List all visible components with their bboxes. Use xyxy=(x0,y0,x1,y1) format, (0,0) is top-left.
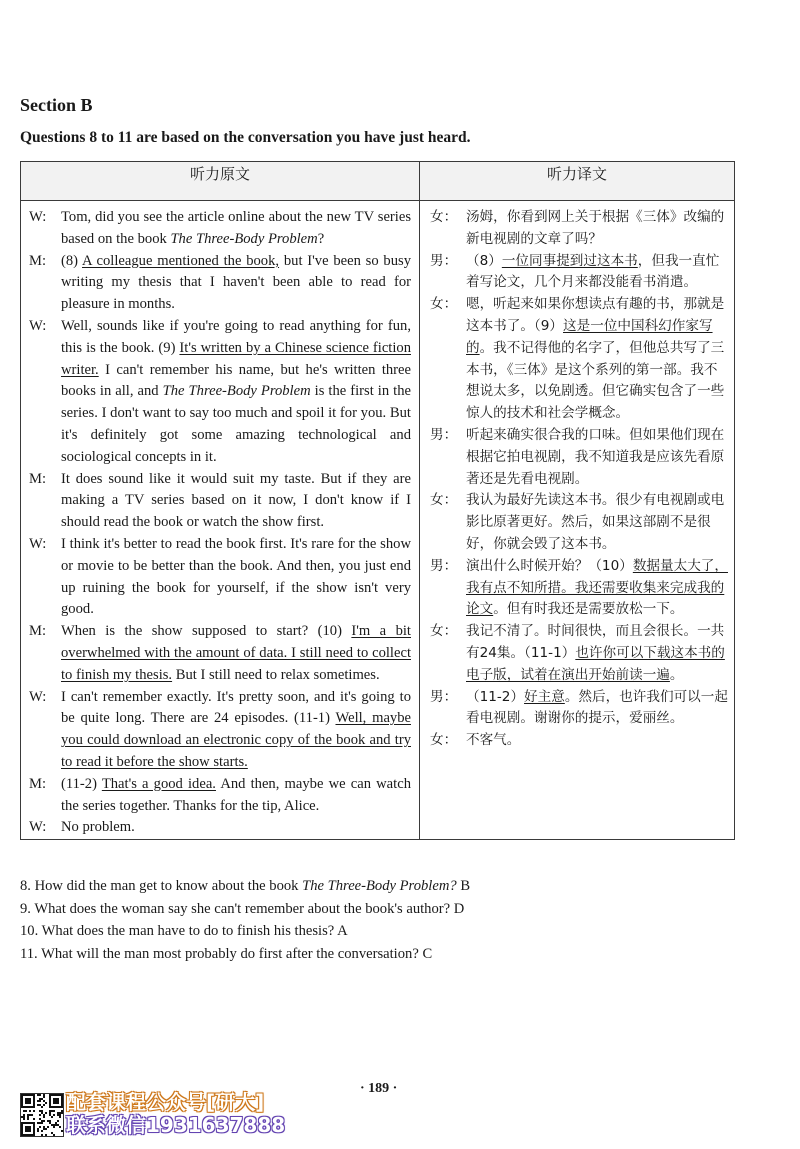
translated-transcript xyxy=(420,201,735,840)
text-segment: is the first in the series. I don't want to say too much and spoil it for you. But it's definitely got some amazing technological and sociological concepts in it. xyxy=(61,383,412,465)
text-segment: 10. What does the man have to do to finish his thesis? A xyxy=(20,923,348,939)
speaker-label: W: xyxy=(29,819,47,836)
question-item xyxy=(20,898,470,921)
text-segment: but I've been so busy writing my thesis that I haven't been able to read for pleasure in months. xyxy=(61,252,411,313)
instruction: Questions 8 to 11 are based on the conversation you have just heard. xyxy=(20,129,471,146)
turn-text xyxy=(61,251,411,316)
turn-text xyxy=(466,425,728,490)
speaker-label: M: xyxy=(29,470,47,487)
underlined-answer: A colleague mentioned the book, xyxy=(82,252,280,269)
text-segment: （8） xyxy=(466,252,502,269)
speaker-label: M: xyxy=(29,252,47,269)
dialogue-turn xyxy=(29,251,411,316)
dialogue-turn xyxy=(430,621,728,686)
text-segment: 汤姆，你看到网上关于根据《三体》改编的新电视剧的文章了吗？ xyxy=(466,209,725,247)
underlined-answer: 也许你可以下载这本书的电子版，试着在演出开始前读一遍 xyxy=(466,644,725,683)
text-segment: And then, maybe we can watch the series together. Thanks for the tip, Alice. xyxy=(61,775,411,814)
speaker-label: 女： xyxy=(430,623,458,640)
book-title: The Three-Body Problem xyxy=(170,230,318,247)
watermark-line-2: 联系微信1931637888 xyxy=(66,1113,286,1137)
turn-text xyxy=(466,207,728,251)
text-segment: I can't remember his name, but he's written three books in all, and xyxy=(61,361,411,400)
dialogue-turn xyxy=(29,687,411,774)
underlined-answer: 一位同事提到过这本书 xyxy=(501,252,638,269)
dialogue-turn xyxy=(29,534,411,621)
text-segment: 演出什么时候开始？（10） xyxy=(466,557,633,574)
text-segment: I can't remember exactly. It's pretty soon, and it's going to be quite long. There are 24 episodes. (11-1) xyxy=(61,688,411,727)
dialogue-turn xyxy=(430,294,728,425)
underlined-answer: I'm a bit overwhelmed with the amount of data. I still need to collect to finish my thesis. xyxy=(61,623,411,683)
turn-text xyxy=(466,687,728,731)
speaker-label: 女： xyxy=(430,209,458,225)
speaker-label: 女： xyxy=(430,296,458,313)
turn-text xyxy=(466,490,728,555)
dialogue-turn xyxy=(29,774,411,818)
text-segment: 。 xyxy=(669,666,684,683)
transcript-table xyxy=(20,161,735,840)
dialogue-turn xyxy=(430,556,728,621)
book-title: The Three-Body Problem xyxy=(162,383,311,400)
speaker-label: W: xyxy=(29,317,47,334)
text-segment: 不客气。 xyxy=(466,732,521,749)
turn-text xyxy=(61,774,411,818)
text-segment: ? xyxy=(317,230,325,247)
dialogue-turn xyxy=(430,425,728,490)
speaker-label: 男： xyxy=(430,557,458,574)
turn-text xyxy=(61,621,411,686)
dialogue-turn xyxy=(430,730,728,752)
text-segment: 9. What does the woman say she can't remember about the book's author? D xyxy=(20,900,465,917)
turn-text xyxy=(466,294,728,425)
speaker-label: 女： xyxy=(430,732,458,749)
text-segment: 8. How did the man get to know about the book xyxy=(20,878,303,894)
watermark-line-1: 配套课程公众号[研大] xyxy=(66,1090,265,1114)
turn-text xyxy=(61,316,411,469)
text-segment: 我认为最好先读这本书。很少有电视剧或电影比原著更好。然后，如果这部剧不是很好，你就会毁了这本书。 xyxy=(466,492,725,552)
dialogue-turn xyxy=(29,469,411,534)
text-segment: 听起来确实很合我的口味。但如果他们现在根据它拍电视剧，我不知道我是应该先看原著还是先看电视剧。 xyxy=(466,426,725,487)
dialogue-turn xyxy=(29,207,411,251)
speaker-label: M: xyxy=(29,775,47,792)
speaker-label: W: xyxy=(29,209,47,225)
turn-text xyxy=(61,534,411,621)
text-segment: B xyxy=(456,878,471,894)
header-original: 听力原文 xyxy=(21,162,420,201)
text-segment: 11. What will the man most probably do first after the conversation? C xyxy=(20,945,433,962)
question-item xyxy=(20,920,470,943)
page-number: · 189 · xyxy=(360,1081,398,1096)
text-segment: No problem. xyxy=(61,819,135,836)
turn-text xyxy=(61,469,411,534)
turn-text xyxy=(61,687,411,774)
turn-text xyxy=(466,730,728,752)
speaker-label: M: xyxy=(29,623,47,640)
underlined-answer: 好主意 xyxy=(524,688,565,705)
watermark xyxy=(66,1091,316,1137)
dialogue-turn xyxy=(29,817,411,839)
dialogue-turn xyxy=(430,207,728,251)
text-segment: 。然后，也许我们可以一起看电视剧。谢谢你的提示，爱丽丝。 xyxy=(466,688,728,727)
text-segment: (8) xyxy=(61,252,82,269)
qr-code-icon xyxy=(20,1093,64,1137)
text-segment: (11-2) xyxy=(61,775,102,792)
turn-text xyxy=(466,621,728,686)
underlined-answer: Well, maybe you could download an electronic copy of the book and try to read it before the show starts. xyxy=(61,710,411,770)
speaker-label: 男： xyxy=(430,426,458,443)
underlined-answer: 这是一位中国科幻作家写的 xyxy=(466,317,713,356)
underlined-answer: 数据量太大了，我有点不知所措。我还需要收集来完成我的论文 xyxy=(466,557,728,618)
text-segment: 我记不清了。时间很快，而且会很长。一共有24集。（11-1） xyxy=(466,623,725,661)
turn-text xyxy=(61,207,411,251)
text-segment: ，但我一直忙着写论文，几个月来都没能看书消遣。 xyxy=(466,252,720,291)
original-transcript xyxy=(21,201,420,840)
text-segment: Tom, did you see the article online about the new TV series based on the book xyxy=(61,209,411,247)
text-segment: 。我不记得他的名字了，但他总共写了三本书，《三体》是这个系列的第一部。我不想说太多，以免剧透。但它确实包含了一些惊人的技术和社会学概念。 xyxy=(466,339,725,422)
dialogue-turn xyxy=(430,251,728,295)
text-segment: It does sound like it would suit my taste. But if they are making a TV series based on it now, I don't know if I should read the book or watch the show first. xyxy=(61,470,411,531)
question-item xyxy=(20,875,470,898)
text-segment: I think it's better to read the book first. It's rare for the show or movie to be better than the book. And then, you just end up ruining the book for yourself, if the show isn't very good. xyxy=(61,535,411,618)
underlined-answer: That's a good idea. xyxy=(101,775,216,792)
text-segment: 。但有时我还是需要放松一下。 xyxy=(493,601,684,618)
text-segment: When is the show supposed to start? (10) xyxy=(61,623,352,640)
dialogue-turn xyxy=(29,621,411,686)
dialogue-turn xyxy=(29,316,411,469)
question-item xyxy=(20,943,470,966)
turn-text xyxy=(61,817,411,839)
turn-text xyxy=(466,556,728,621)
text-segment: 嗯，听起来如果你想读点有趣的书，那就是这本书了。（9） xyxy=(466,296,725,334)
text-segment: Well, sounds like if you're going to read anything for fun, this is the book. (9) xyxy=(61,317,411,356)
speaker-label: 女： xyxy=(430,492,458,509)
text-segment: （11-2） xyxy=(466,688,525,705)
book-title: The Three-Body Problem? xyxy=(302,878,457,894)
dialogue-turn xyxy=(430,490,728,555)
question-list xyxy=(20,875,470,965)
turn-text xyxy=(466,251,728,295)
dialogue-turn xyxy=(430,687,728,731)
speaker-label: 男： xyxy=(430,252,458,269)
underlined-answer: It's written by a Chinese science fiction writer. xyxy=(61,339,411,378)
text-segment: But I still need to relax sometimes. xyxy=(172,666,380,683)
section-title: Section B xyxy=(20,95,93,115)
speaker-label: W: xyxy=(29,688,47,705)
header-translation: 听力译文 xyxy=(420,162,735,201)
speaker-label: W: xyxy=(29,535,47,552)
speaker-label: 男： xyxy=(430,688,458,705)
